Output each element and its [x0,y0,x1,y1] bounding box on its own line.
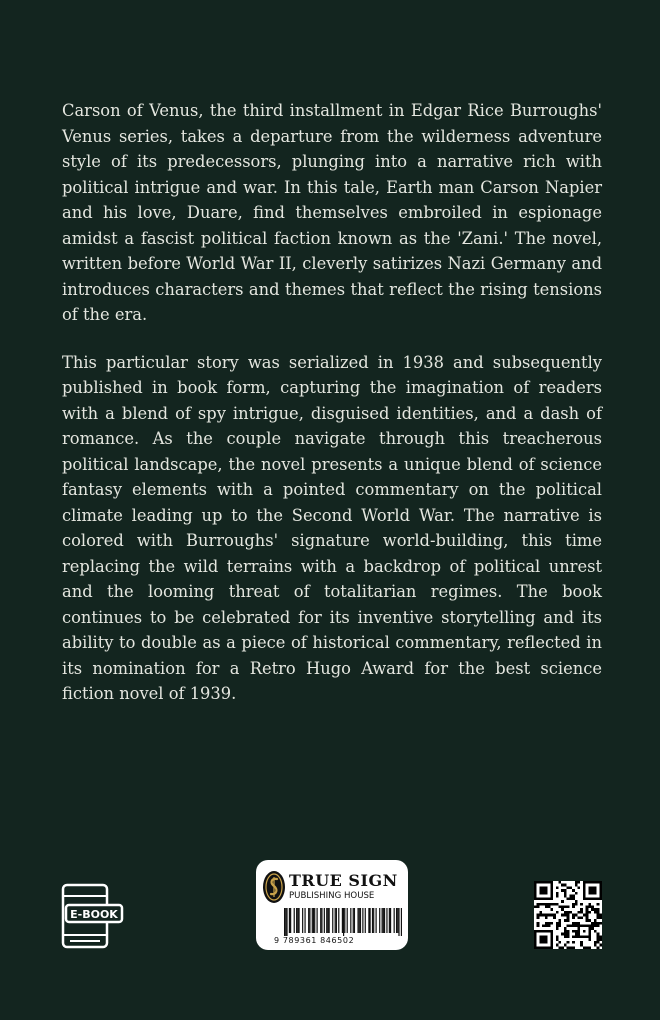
qr-code-icon [534,881,602,949]
publisher-name: TRUE SIGN [289,871,398,890]
description-paragraph-2: This particular story was serialized in 1938 and subsequently published in book form, capturing the imagination of readers with a blend of spy intrigue, disguised identities, and a dash of romance. As the couple navigate through this treacherous political landscape, the novel presents a unique blend of science fantasy elements with a pointed commentary on the political climate leading up to the Second World War. The narrative is colored with Burroughs' signature world-building, this time replacing the wild terrains with a backdrop of political unrest and the looming threat of totalitarian regimes. The book continues to be celebrated for its inventive storytelling and its ability to double as a piece of historical commentary, reflected in its nomination for a Retro Hugo Award for the best science fiction novel of 1939. [62,352,602,703]
publisher-barcode-box [256,860,408,950]
book-description [62,98,602,707]
publisher-subtitle: PUBLISHING HOUSE [289,891,375,901]
ts-logo-icon [262,870,286,904]
isbn-barcode [284,908,402,936]
ebook-label: E-BOOK [70,908,118,921]
description-paragraph-1: Carson of Venus, the third installment in Edgar Rice Burroughs' Venus series, takes a departure from the wilderness adventure style of its predecessors, plunging into a narrative rich with political intrigue and war. In this tale, Earth man Carson Napier and his love, Duare, find themselves embroiled in espionage amidst a fascist political faction known as the 'Zani.' The novel, written before World War II, cleverly satirizes Nazi Germany and introduces characters and themes that reflect the rising tensions of the era. [62,101,602,324]
ebook-icon [60,883,124,949]
isbn-number: 9 789361 846502 [274,936,355,945]
